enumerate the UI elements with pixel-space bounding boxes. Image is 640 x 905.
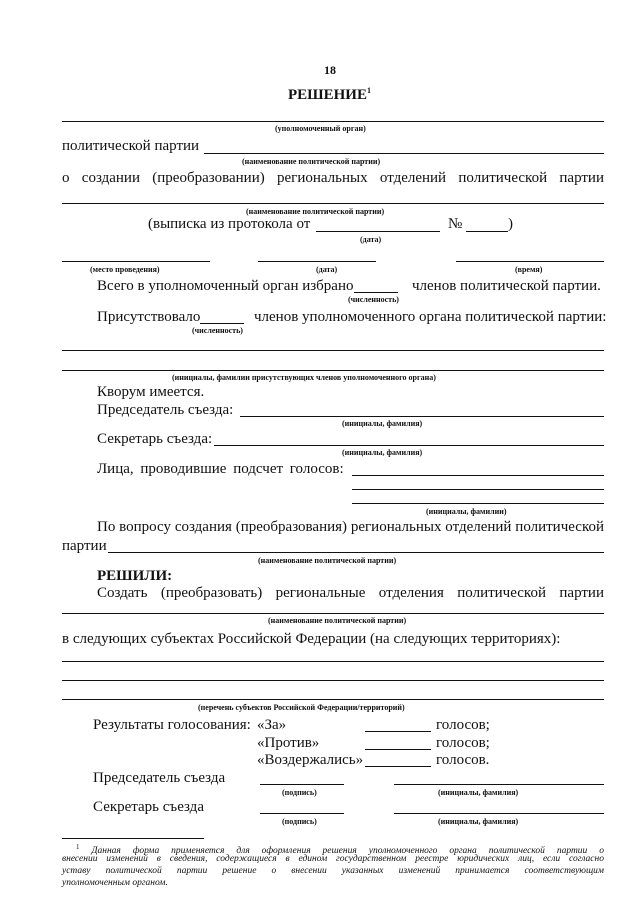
vote-abstain-votes: голосов. <box>436 752 490 768</box>
extract-close-paren: ) <box>508 216 513 232</box>
caption-create-party: (наименование политической партии) <box>268 616 407 625</box>
caption-chairman-initials: (инициалы, фамилия) <box>438 788 519 797</box>
question-text: По вопросу создания (преобразования) региональных отделений политической <box>97 519 604 535</box>
vote-against-label: «Против» <box>257 735 320 751</box>
vote-abstain-line <box>365 766 431 767</box>
chairman-line <box>240 416 604 417</box>
caption-date: (дата) <box>316 265 338 274</box>
caption-question-party: (наименование политической партии) <box>258 556 397 565</box>
footnote-line-3: уставу политической партии решение о внесении указанных изменений принимается соответствующим <box>62 866 604 876</box>
caption-counters: (инициалы, фамилии) <box>426 507 507 516</box>
party-name-line <box>204 153 604 154</box>
counters-line-3 <box>352 503 604 504</box>
present-count-line <box>200 323 244 324</box>
vote-for-votes: голосов; <box>436 717 490 733</box>
caption-authorized-body: (уполномоченный орган) <box>275 124 366 133</box>
date-line <box>258 261 376 262</box>
caption-present-members: (инициалы, фамилии присутствующих членов уполномоченного органа) <box>172 373 436 382</box>
vote-against-votes: голосов; <box>436 735 490 751</box>
chairman-label: Председатель съезда: <box>97 402 234 418</box>
secretary-signature-line <box>260 813 344 814</box>
page-number: 18 <box>324 63 336 77</box>
caption-party-name-2: (наименование политической партии) <box>246 207 385 216</box>
title-footnote-mark: 1 <box>366 86 371 95</box>
elected-right-text: членов политической партии. <box>412 278 601 294</box>
extract-date-line <box>316 231 440 232</box>
caption-extract-date: (дата) <box>360 235 382 244</box>
quorum-text: Кворум имеется. <box>97 384 205 400</box>
chairman-signature-line <box>260 784 344 785</box>
political-party-label: политической партии <box>62 138 200 154</box>
extract-label: (выписка из протокола от <box>148 216 311 232</box>
secretary-line <box>214 445 604 446</box>
caption-time: (время) <box>515 265 543 274</box>
caption-party-name-1: (наименование политической партии) <box>242 157 381 166</box>
subjects-line-1 <box>62 661 604 662</box>
vote-for-line <box>365 731 431 732</box>
caption-chairman: (инициалы, фамилия) <box>342 419 423 428</box>
caption-place: (место проведения) <box>90 265 160 274</box>
chairman-sign-label: Председатель съезда <box>93 770 226 786</box>
caption-elected-count: (численность) <box>348 295 399 304</box>
question-party-line <box>108 552 604 553</box>
secretary-sign-label: Секретарь съезда <box>93 799 204 815</box>
footnote-line-4: уполномоченным органом. <box>62 878 168 888</box>
time-line <box>456 261 604 262</box>
vote-abstain-label: «Воздержались» <box>257 752 364 768</box>
extract-number-line <box>466 231 508 232</box>
vote-against-line <box>365 749 431 750</box>
caption-secretary-signature: (подпись) <box>282 817 317 826</box>
counters-line-2 <box>352 489 604 490</box>
caption-secretary-initials: (инициалы, фамилия) <box>438 817 519 826</box>
page-title <box>288 86 371 104</box>
question-party-label: партии <box>62 538 107 554</box>
subjects-line-3 <box>62 699 604 700</box>
subjects-text: в следующих субъектах Российской Федерации (на следующих территориях): <box>62 631 561 647</box>
footnote-line-2: внесении изменений в сведения, содержащиеся в едином государственном реестре юридических лиц, если согласно <box>62 854 604 864</box>
elected-label: Всего в уполномоченный орган избрано <box>97 278 354 294</box>
create-party-line <box>62 613 604 614</box>
counters-label: Лица, проводившие подсчет голосов: <box>97 461 344 477</box>
footnote-separator <box>62 838 204 839</box>
elected-count-line <box>354 292 398 293</box>
present-right-text: членов уполномоченного органа политической партии: <box>254 309 607 325</box>
footnote-mark: 1 <box>76 843 80 851</box>
party-name-line-2 <box>62 203 604 204</box>
vote-for-label: «За» <box>257 717 287 733</box>
caption-present-count: (численность) <box>192 326 243 335</box>
about-creation-text: о создании (преобразовании) региональных отделений политической партии <box>62 170 604 186</box>
footnote-line-1-text: Данная форма применяется для оформления решения уполномоченного органа политической партии о <box>91 846 605 857</box>
caption-subjects: (перечень субъектов Российской Федерации/территорий) <box>198 703 405 712</box>
create-text: Создать (преобразовать) региональные отделения политической партии <box>97 585 604 601</box>
extract-number-sign: № <box>448 216 463 232</box>
caption-chairman-signature: (подпись) <box>282 788 317 797</box>
decided-heading: РЕШИЛИ: <box>97 568 173 584</box>
present-members-line-2 <box>62 370 604 371</box>
authorized-body-line <box>62 121 604 122</box>
chairman-initials-line <box>394 784 604 785</box>
results-label: Результаты голосования: <box>93 717 251 733</box>
place-line <box>62 261 210 262</box>
present-label: Присутствовало <box>97 309 201 325</box>
secretary-initials-line <box>394 813 604 814</box>
caption-secretary: (инициалы, фамилия) <box>342 448 423 457</box>
counters-line-1 <box>352 475 604 476</box>
subjects-line-2 <box>62 680 604 681</box>
secretary-label: Секретарь съезда: <box>97 431 213 447</box>
title-text: РЕШЕНИЕ <box>288 87 367 103</box>
present-members-line-1 <box>62 350 604 351</box>
